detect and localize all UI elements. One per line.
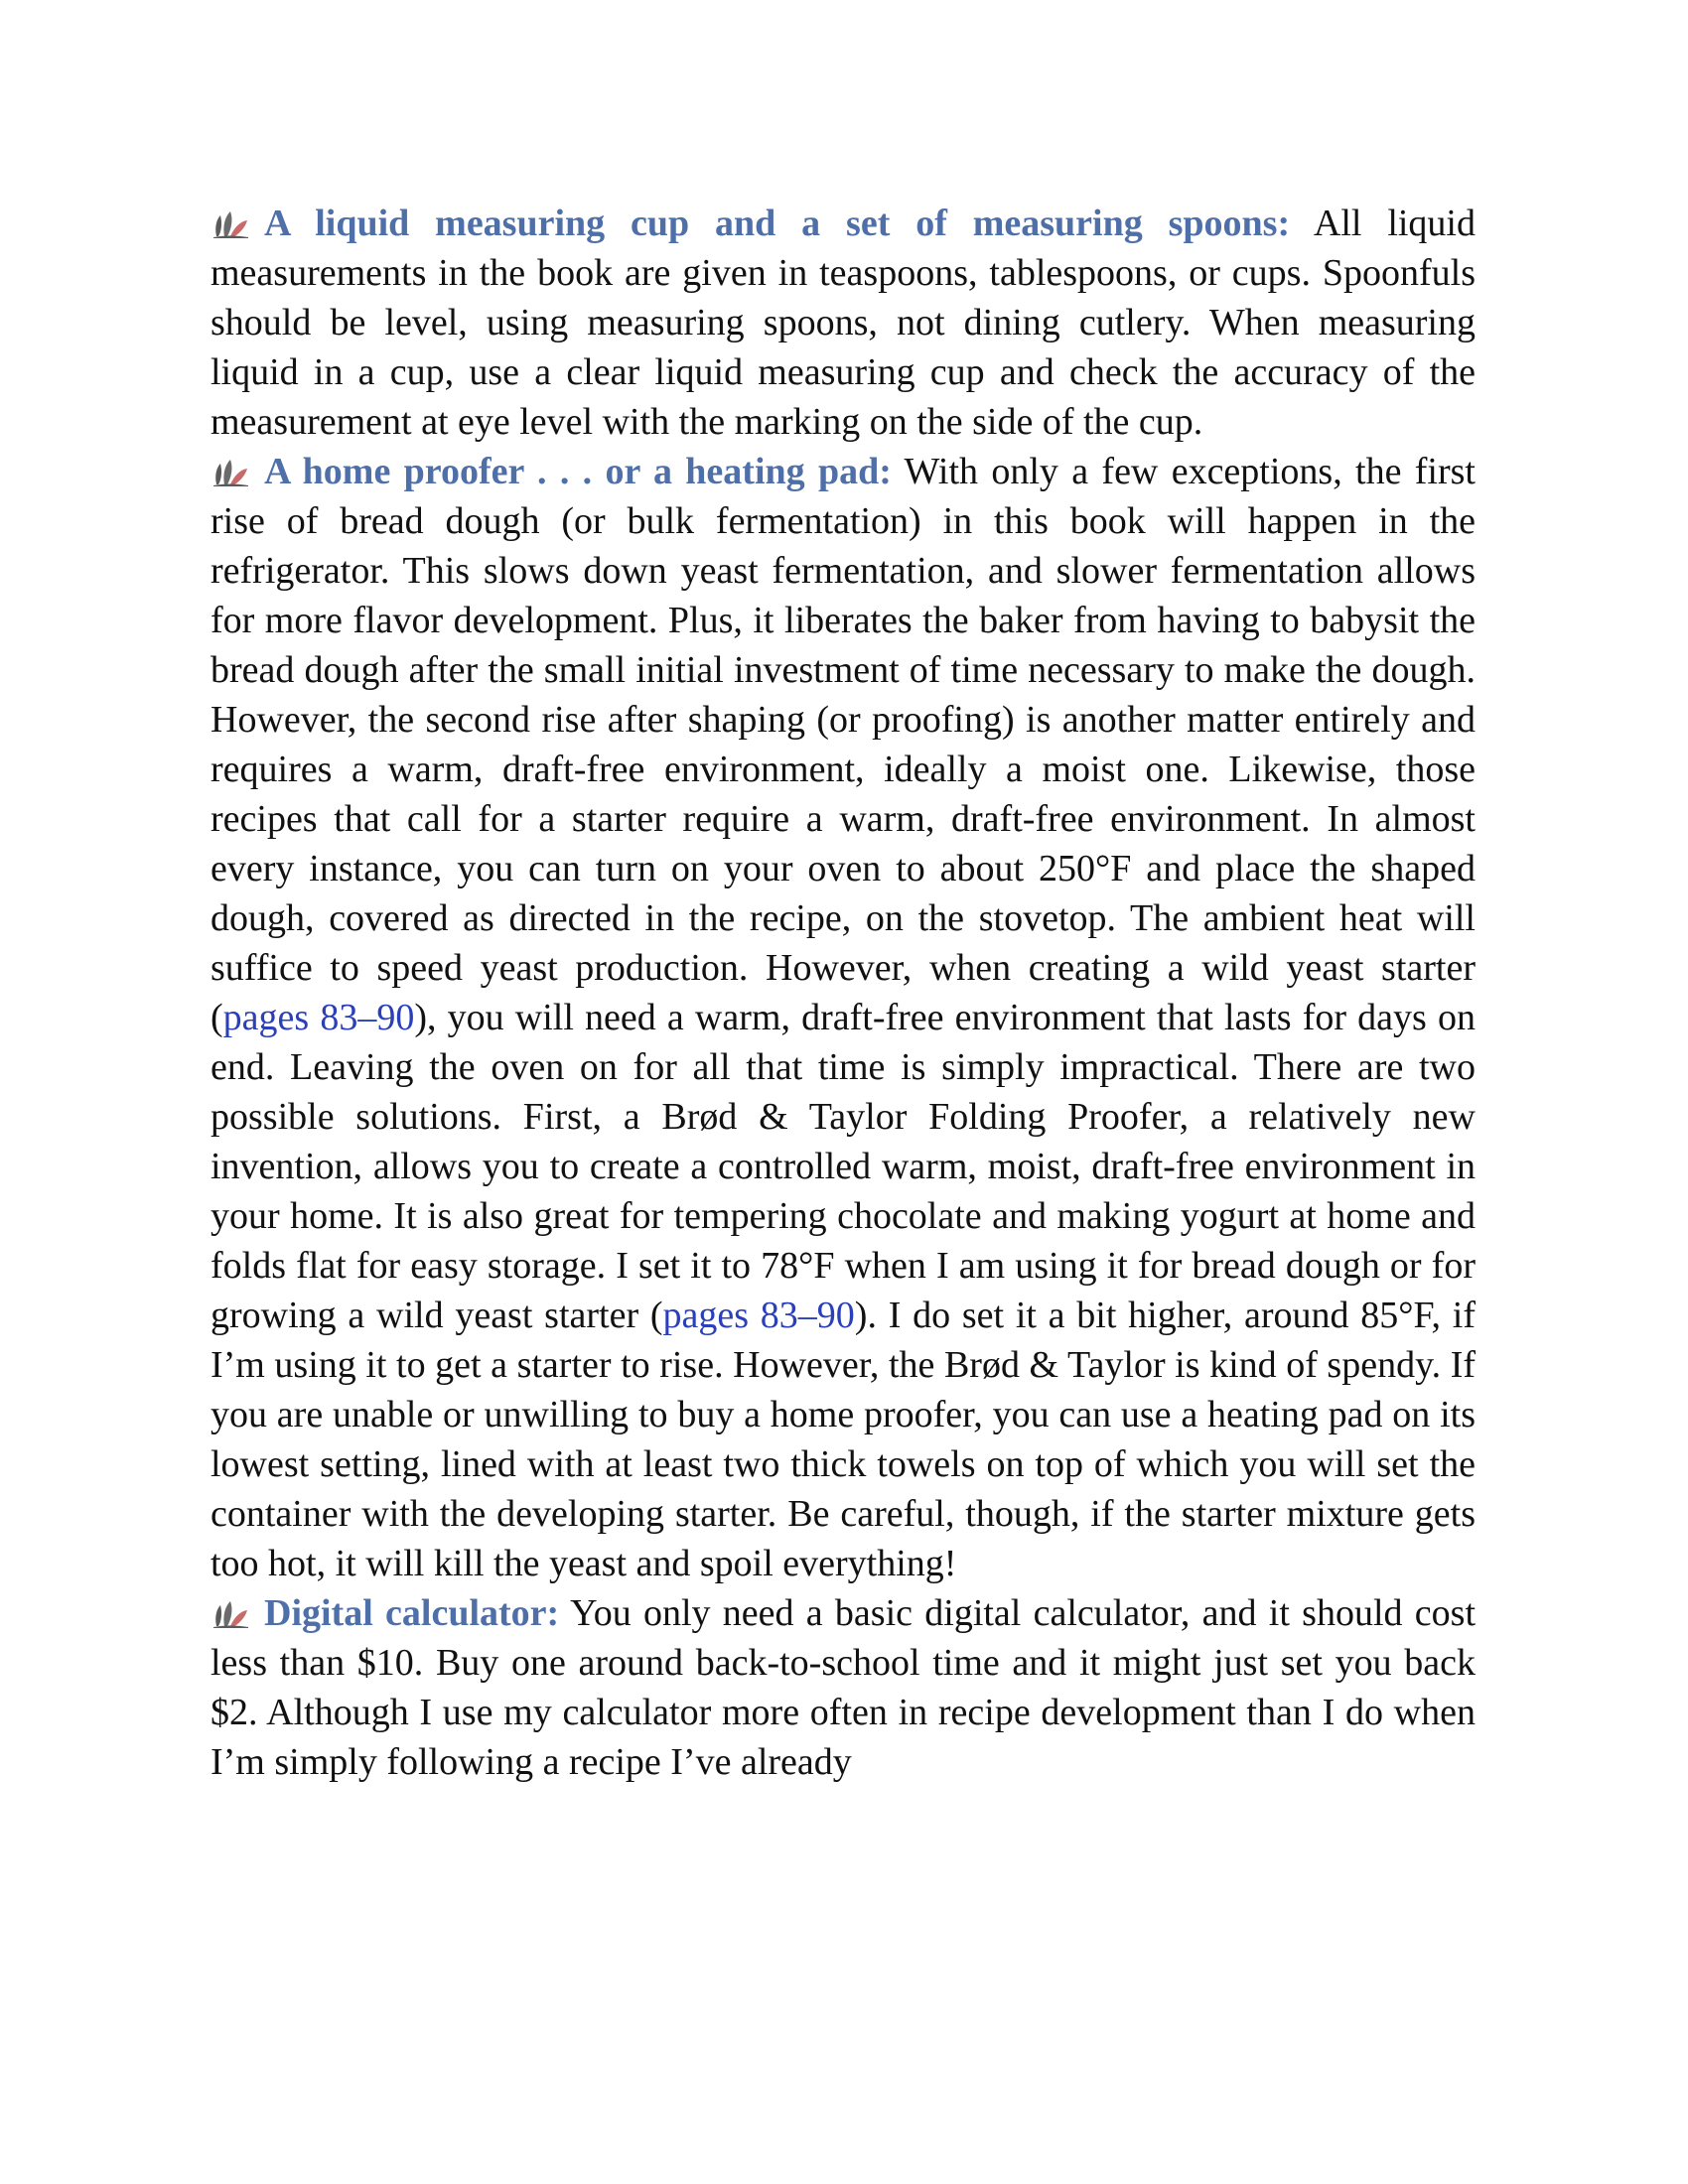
page-reference-link[interactable]: pages 83–90 <box>222 997 415 1038</box>
lotus-bullet-icon <box>211 209 250 239</box>
page-reference-link[interactable]: pages 83–90 <box>662 1295 855 1336</box>
entry-measuring-cup <box>211 199 1476 447</box>
entry-body: All liquid measurements in the book are given in teaspoons, tablespoons, or cups. Spoonfuls should be level, using measuring spoons, not dining cutlery. When measuring liquid in a cup, use a clear liquid measuring cup and check the accuracy of the measurement at eye level with the marking on the side of the cup. <box>211 203 1476 443</box>
lotus-bullet-icon <box>211 458 250 487</box>
entry-home-proofer <box>211 447 1476 1588</box>
entry-body-part: With only a few exceptions, the first rise of bread dough (or bulk fermentation) in this book will happen in the refrigerator. This slows down yeast fermentation, and slower fermentation allows for more flavor development. Plus, it liberates the baker from having to babysit the bread dough after the small initial investment of time necessary to make the dough. However, the second rise after shaping (or proofing) is another matter entirely and requires a warm, draft-free environment, ideally a moist one. Likewise, those recipes that call for a starter require a warm, draft-free environment. In almost every instance, you can turn on your oven to about 250°F and place the shaped dough, covered as directed in the recipe, on the stovetop. The ambient heat will suffice to speed yeast production. However, when creating a wild yeast starter ( <box>211 451 1476 1038</box>
lotus-bullet-icon <box>211 1599 250 1629</box>
entry-title: A liquid measuring cup and a set of measuring spoons: <box>264 203 1291 244</box>
entry-digital-calculator <box>211 1588 1476 1787</box>
entry-body-part: ). I do set it a bit higher, around 85°F, if I’m using it to get a starter to rise. However, the Brød & Taylor is kind of spendy. If you are unable or unwilling to buy a home proofer, you can use a heating pad on its lowest setting, lined with at least two thick towels on top of which you will set the container with the developing starter. Be careful, though, if the starter mixture gets too hot, it will kill the yeast and spoil everything! <box>211 1295 1476 1584</box>
entry-title: A home proofer . . . or a heating pad: <box>264 451 892 492</box>
entry-title: Digital calculator: <box>264 1592 560 1634</box>
entry-body-part: ), you will need a warm, draft-free environment that lasts for days on end. Leaving the oven on for all that time is simply impractical. There are two possible solutions. First, a Brød & Taylor Folding Proofer, a relatively new invention, allows you to create a controlled warm, moist, draft-free environment in your home. It is also great for tempering chocolate and making yogurt at home and folds flat for easy storage. I set it to 78°F when I am using it for bread dough or for growing a wild yeast starter ( <box>211 997 1476 1336</box>
entry-body: You only need a basic digital calculator, and it should cost less than $10. Buy one around back-to-school time and it might just set you back $2. Although I use my calculator more often in recipe development than I do when I’m simply following a recipe I’ve already <box>211 1592 1476 1783</box>
document-page <box>211 199 1476 1787</box>
